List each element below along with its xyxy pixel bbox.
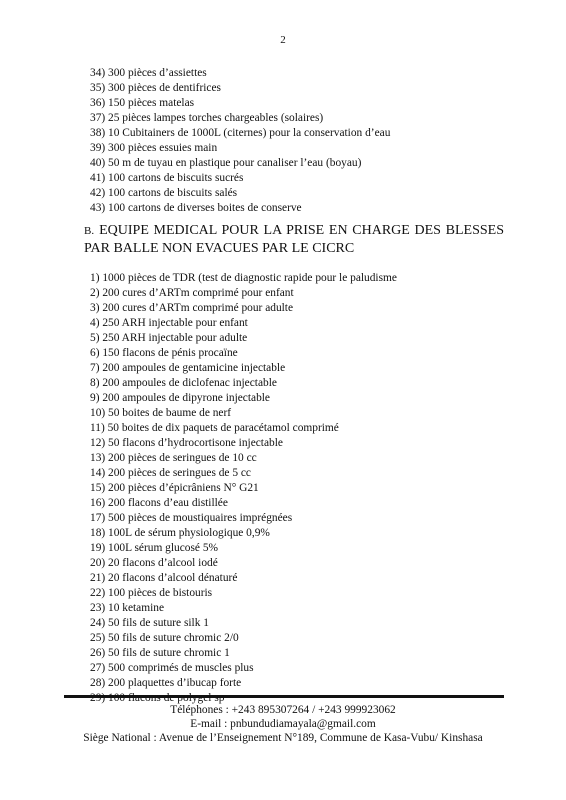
list-item: 36) 150 pièces matelas (90, 97, 195, 109)
list-item: 26) 50 fils de suture chromic 1 (90, 647, 230, 659)
list-item: 16) 200 flacons d’eau distillée (90, 497, 228, 509)
list-item: 34) 300 pièces d’assiettes (90, 67, 207, 79)
footer-address: Siège National : Avenue de l’Enseignement N°189, Commune de Kasa-Vubu/ Kinshasa (83, 732, 483, 744)
list-item: 25) 50 fils de suture chromic 2/0 (90, 632, 239, 644)
list-item: 35) 300 pièces de dentifrices (90, 82, 221, 94)
page-number: 2 (280, 34, 286, 46)
footer-email: E-mail : pnbundudiamayala@gmail.com (190, 718, 376, 730)
list-item: 13) 200 pièces de seringues de 10 cc (90, 452, 257, 464)
medical-list (90, 271, 397, 706)
list-item: 10) 50 boites de baume de nerf (90, 407, 232, 419)
section-letter: B. (84, 225, 95, 237)
section-title: EQUIPE MEDICAL POUR LA PRISE EN CHARGE DES BLESSES PAR BALLE NON EVACUES PAR LE CICRC (84, 223, 504, 256)
list-item: 7) 200 ampoules de gentamicine injectable (90, 362, 286, 374)
list-item: 27) 500 comprimés de muscles plus (90, 662, 254, 674)
list-item: 6) 150 flacons de pénis procaïne (90, 347, 238, 359)
list-item: 38) 10 Cubitainers de 1000L (citernes) pour la conservation d’eau (90, 127, 391, 139)
footer (0, 703, 566, 745)
footer-phone: Téléphones : +243 895307264 / +243 999923062 (170, 704, 396, 716)
list-item: 3) 200 cures d’ARTm comprimé pour adulte (90, 302, 294, 314)
list-item: 23) 10 ketamine (90, 602, 165, 614)
list-item: 8) 200 ampoules de diclofenac injectable (90, 377, 277, 389)
list-item: 5) 250 ARH injectable pour adulte (90, 332, 248, 344)
footer-divider (64, 695, 504, 698)
list-item: 15) 200 pièces d’épicrâniens N° G21 (90, 482, 259, 494)
list-item: 9) 200 ampoules de dipyrone injectable (90, 392, 270, 404)
list-item: 37) 25 pièces lampes torches chargeables (solaires) (90, 112, 324, 124)
list-item: 29) 100 flacons de polygel sp (90, 692, 225, 704)
list-item: 39) 300 pièces essuies main (90, 142, 218, 154)
list-item: 17) 500 pièces de moustiquaires imprégnées (90, 512, 293, 524)
list-item: 14) 200 pièces de seringues de 5 cc (90, 467, 251, 479)
section-b-heading (84, 222, 504, 258)
list-item: 12) 50 flacons d’hydrocortisone injectable (90, 437, 283, 449)
list-item: 4) 250 ARH injectable pour enfant (90, 317, 248, 329)
supply-list-continued (90, 66, 390, 216)
list-item: 20) 20 flacons d’alcool iodé (90, 557, 218, 569)
list-item: 2) 200 cures d’ARTm comprimé pour enfant (90, 287, 294, 299)
list-item: 24) 50 fils de suture silk 1 (90, 617, 209, 629)
list-item: 28) 200 plaquettes d’ibucap forte (90, 677, 242, 689)
list-item: 43) 100 cartons de diverses boites de conserve (90, 202, 302, 214)
list-item: 18) 100L de sérum physiologique 0,9% (90, 527, 270, 539)
list-item: 42) 100 cartons de biscuits salés (90, 187, 238, 199)
list-item: 41) 100 cartons de biscuits sucrés (90, 172, 244, 184)
list-item: 22) 100 pièces de bistouris (90, 587, 213, 599)
list-item: 11) 50 boites de dix paquets de paracétamol comprimé (90, 422, 339, 434)
list-item: 40) 50 m de tuyau en plastique pour canaliser l’eau (boyau) (90, 157, 362, 169)
list-item: 19) 100L sérum glucosé 5% (90, 542, 219, 554)
list-item: 1) 1000 pièces de TDR (test de diagnostic rapide pour le paludisme (90, 272, 397, 284)
list-item: 21) 20 flacons d’alcool dénaturé (90, 572, 238, 584)
